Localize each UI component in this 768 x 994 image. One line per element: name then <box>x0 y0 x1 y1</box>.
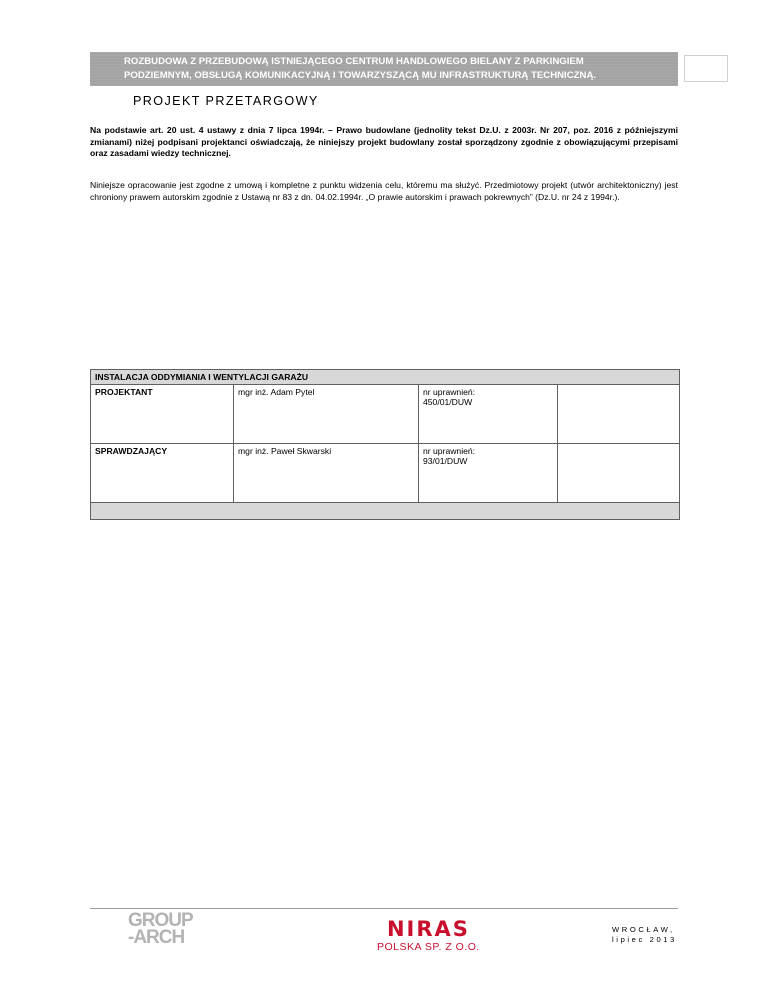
copyright-notice: Niniejsze opracowanie jest zgodne z umową i kompletne z punktu widzenia celu, któremu ma służyć. Przedmiotowy projekt (utwór architektoniczny) jest chroniony prawem autorskim zgodnie z Ustawą nr 83 z dn. 04.02.1994r. „O prawie autorskim i prawach pokrewnych” (Dz.U. nr 24 z 1994r.). <box>90 180 678 202</box>
footer-divider <box>90 908 678 909</box>
project-title-line-2: PODZIEMNYM, OBSŁUGĄ KOMUNIKACYJNĄ I TOWARZYSZĄCĄ MU INFRASTRUKTURĄ TECHNICZNĄ. <box>124 70 597 81</box>
date: lipiec 2013 <box>612 935 677 944</box>
group-arch-logo-line-2: -ARCH <box>128 927 185 948</box>
signature-cell <box>558 444 680 503</box>
role-cell: PROJEKTANT <box>91 385 234 444</box>
document-type: PROJEKT PRZETARGOWY <box>133 94 319 108</box>
permit-number: 450/01/DUW <box>423 397 473 407</box>
team-table <box>90 369 680 520</box>
role-cell: SPRAWDZAJĄCY <box>91 444 234 503</box>
project-title-line-1: ROZBUDOWA Z PRZEBUDOWĄ ISTNIEJĄCEGO CENTRUM HANDLOWEGO BIELANY Z PARKINGIEM <box>124 56 584 67</box>
group-arch-logo <box>128 912 193 946</box>
group-arch-logo-line-1: GROUP <box>128 910 193 931</box>
name-cell: mgr inż. Adam Pytel <box>234 385 419 444</box>
header-bar <box>90 52 711 86</box>
place-date <box>612 925 677 945</box>
section-title: INSTALACJA ODDYMIANIA I WENTYLACJI GARAŻU <box>91 370 680 385</box>
project-title <box>124 55 644 83</box>
table-footer-cell <box>91 503 680 520</box>
permit-label: nr uprawnień: <box>423 446 476 456</box>
niras-logo <box>377 918 480 953</box>
table-row <box>91 385 680 444</box>
signature-cell <box>558 385 680 444</box>
niras-logo-name: NIRAS <box>386 917 470 941</box>
intro-statement: Na podstawie art. 20 ust. 4 ustawy z dnia 7 lipca 1994r. – Prawo budowlane (jednolity tekst Dz.U. z 2003r. Nr 207, poz. 2016 z późniejszymi zmianami) niżej podpisani projektanci oświadczają, że niniejszy projekt budowlany został sporządzony zgodnie z obowiązującymi przepisami oraz zasadami wiedzy technicznej. <box>90 125 678 158</box>
permit-cell <box>419 385 558 444</box>
permit-cell <box>419 444 558 503</box>
name-cell: mgr inż. Paweł Skwarski <box>234 444 419 503</box>
table-row <box>91 444 680 503</box>
permit-label: nr uprawnień: <box>423 387 476 397</box>
permit-number: 93/01/DUW <box>423 456 468 466</box>
page-number: 2 <box>684 55 728 82</box>
table-footer-row <box>91 503 680 520</box>
place: WROCŁAW, <box>612 925 675 934</box>
niras-logo-subtitle: POLSKA SP. Z O.O. <box>377 941 480 953</box>
